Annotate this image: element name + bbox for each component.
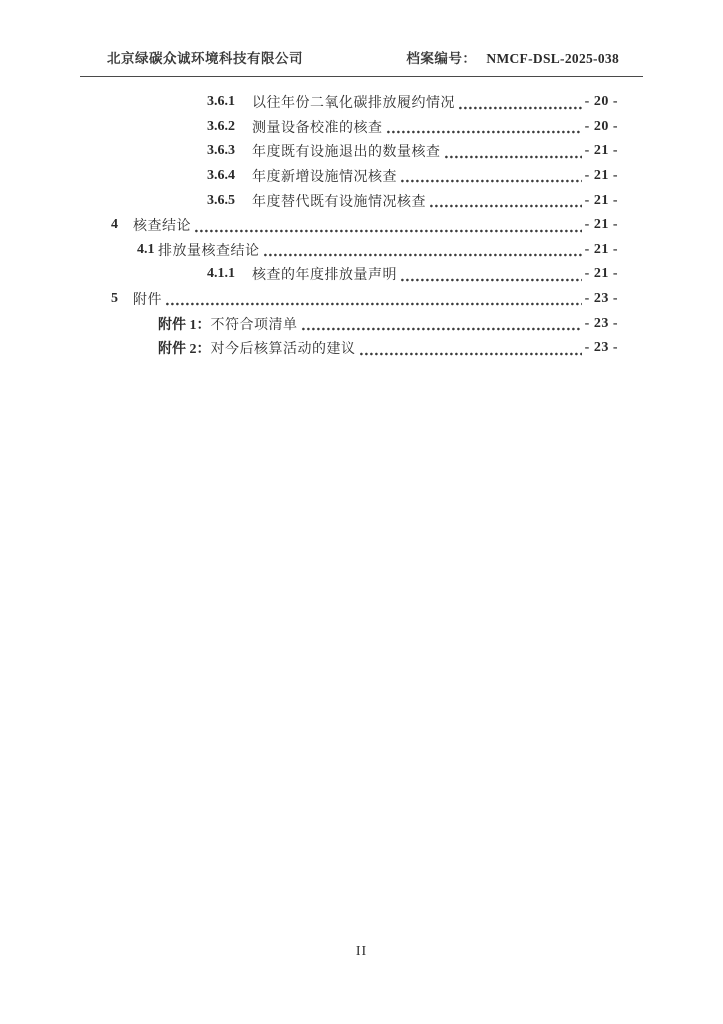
toc-entry-number: 3.6.3: [207, 143, 235, 159]
toc-entry-page: - 20 -: [584, 118, 618, 134]
toc-entry-number: 4.1.1: [207, 266, 235, 282]
page-header: [80, 47, 643, 77]
toc-entry-number: 附件 1：: [158, 317, 211, 333]
toc-entry-number: 4.1: [137, 241, 155, 257]
toc-entry-number: 3.6.1: [207, 94, 235, 110]
toc-entry-number: 3.6.2: [207, 118, 235, 134]
toc-entry-title: 测量设备校准的核查: [252, 120, 383, 136]
toc-entry[interactable]: [80, 115, 643, 140]
toc-entry-page: - 21 -: [584, 168, 618, 184]
table-of-contents: [80, 90, 643, 361]
toc-entry-number: 附件 2：: [158, 342, 211, 358]
company-name: 北京绿碳众诚环境科技有限公司: [107, 51, 303, 66]
toc-leader-dots: [264, 253, 582, 257]
toc-entry-title: 年度新增设施情况核查: [252, 170, 397, 186]
toc-entry-title: 附件: [133, 293, 162, 309]
page-number: II: [355, 944, 368, 959]
toc-entry-title: 排放量核查结论: [158, 243, 260, 259]
toc-entry-page: - 21 -: [584, 217, 618, 233]
toc-entry[interactable]: [80, 262, 643, 287]
toc-leader-dots: [430, 204, 582, 208]
toc-entry[interactable]: [80, 90, 643, 115]
toc-entry-page: - 23 -: [584, 315, 618, 331]
toc-entry[interactable]: [80, 164, 643, 189]
toc-entry-number: 4: [111, 217, 118, 233]
file-number: [406, 47, 643, 67]
toc-entry-title: 以往年份二氧化碳排放履约情况: [252, 96, 455, 112]
toc-entry-page: - 21 -: [584, 266, 618, 282]
toc-entry-page: - 21 -: [584, 143, 618, 159]
toc-leader-dots: [360, 352, 582, 356]
toc-entry[interactable]: [80, 287, 643, 312]
toc-entry-page: - 21 -: [584, 192, 618, 208]
toc-entry[interactable]: [80, 238, 643, 263]
toc-entry-number: 3.6.4: [207, 168, 235, 184]
toc-leader-dots: [195, 229, 582, 233]
toc-entry-title: 年度既有设施退出的数量核查: [252, 145, 441, 161]
file-number-value: NMCF-DSL-2025-038: [486, 51, 619, 66]
toc-entry-title: 核查结论: [133, 219, 191, 235]
toc-entry-title: 年度替代既有设施情况核查: [252, 194, 426, 210]
toc-leader-dots: [459, 106, 582, 110]
toc-entry-page: - 23 -: [584, 291, 618, 307]
toc-leader-dots: [445, 155, 582, 159]
toc-entry-title: 对今后核算活动的建议: [210, 342, 356, 358]
toc-leader-dots: [401, 179, 582, 183]
toc-entry-page: - 23 -: [584, 340, 618, 356]
toc-entry[interactable]: [80, 336, 643, 361]
toc-entry[interactable]: [80, 139, 643, 164]
toc-entry-page: - 20 -: [584, 94, 618, 110]
toc-entry-title: 不符合项清单: [210, 317, 298, 333]
toc-entry[interactable]: [80, 188, 643, 213]
toc-entry-title: 核查的年度排放量声明: [252, 268, 397, 284]
toc-leader-dots: [387, 130, 582, 134]
toc-leader-dots: [401, 278, 582, 282]
toc-entry-number: 3.6.5: [207, 192, 235, 208]
toc-entry[interactable]: [80, 311, 643, 336]
file-number-label: 档案编号：: [406, 51, 477, 66]
toc-entry-number: 5: [111, 291, 118, 307]
toc-entry[interactable]: [80, 213, 643, 238]
toc-entry-page: - 21 -: [584, 241, 618, 257]
toc-leader-dots: [166, 302, 582, 306]
toc-leader-dots: [302, 327, 582, 331]
